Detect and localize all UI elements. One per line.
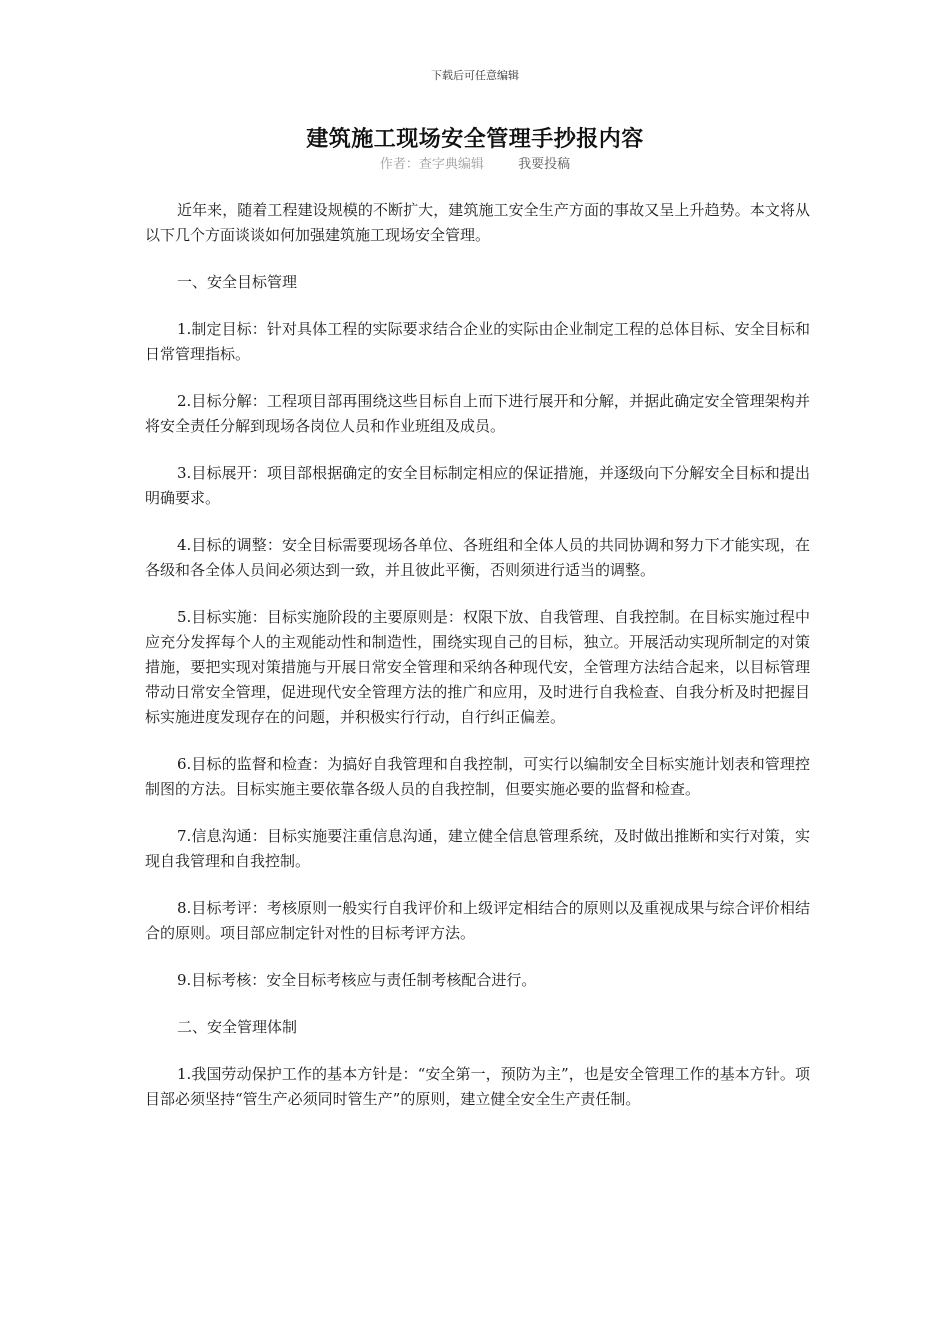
paragraph-item: 9.目标考核：安全目标考核应与责任制考核配合进行。 — [177, 971, 537, 989]
byline — [0, 153, 950, 172]
section-heading-2: 二、安全管理体制 — [177, 1018, 298, 1036]
paragraph-item: 4.目标的调整：安全目标需要现场各单位、各班组和全体人员的共同协调和努力下才能实现，在各级和各全体人员间必须达到一致，并且彼此平衡，否则须进行适当的调整。 — [145, 536, 810, 579]
submit-link[interactable]: 我要投稿 — [518, 157, 571, 172]
header-note: 下载后可任意编辑 — [431, 69, 519, 82]
page-title: 建筑施工现场安全管理手抄报内容 — [306, 126, 644, 152]
paragraph-intro: 近年来，随着工程建设规模的不断扩大，建筑施工安全生产方面的事故又呈上升趋势。本文将从以下几个方面谈谈如何加强建筑施工现场安全管理。 — [145, 201, 810, 244]
paragraph-item: 5.目标实施：目标实施阶段的主要原则是：权限下放、自我管理、自我控制。在目标实施过程中应充分发挥每个人的主观能动性和制造性，围绕实现自己的目标，独立。开展活动实现所制定的对策措施，要把实现对策措施与开展日常安全管理和采纳各种现代安，全管理方法结合起来，以目标管理带动日常安全管理，促进现代安全管理方法的推广和应用，及时进行自我检查、自我分析及时把握目标实施进度发现存在的问题，并积极实行行动，自行纠正偏差。 — [145, 608, 810, 726]
paragraph-item: 2.目标分解：工程项目部再围绕这些目标自上而下进行展开和分解，并据此确定安全管理架构并将安全责任分解到现场各岗位人员和作业班组及成员。 — [145, 392, 810, 435]
paragraph-item: 3.目标展开：项目部根据确定的安全目标制定相应的保证措施，并逐级向下分解安全目标和提出明确要求。 — [145, 464, 810, 507]
paragraph-item: 8.目标考评：考核原则一般实行自我评价和上级评定相结合的原则以及重视成果与综合评价相结合的原则。项目部应制定针对性的目标考评方法。 — [145, 899, 810, 942]
paragraph-item: 6.目标的监督和检查：为搞好自我管理和自我控制，可实行以编制安全目标实施计划表和管理控制图的方法。目标实施主要依靠各级人员的自我控制，但要实施必要的监督和检查。 — [145, 755, 810, 798]
article-body — [145, 198, 810, 1134]
paragraph-item: 1.我国劳动保护工作的基本方针是：“安全第一，预防为主”，也是安全管理工作的基本方针。项目部必须坚持“管生产必须同时管生产”的原则，建立健全安全生产责任制。 — [145, 1065, 810, 1108]
paragraph-item: 1.制定目标：针对具体工程的实际要求结合企业的实际由企业制定工程的总体目标、安全目标和日常管理指标。 — [145, 320, 810, 363]
section-heading-1: 一、安全目标管理 — [177, 273, 298, 291]
paragraph-item: 7.信息沟通：目标实施要注重信息沟通，建立健全信息管理系统，及时做出推断和实行对策，实现自我管理和自我控制。 — [145, 827, 810, 870]
author-label: 作者：查字典编辑 — [379, 157, 484, 172]
